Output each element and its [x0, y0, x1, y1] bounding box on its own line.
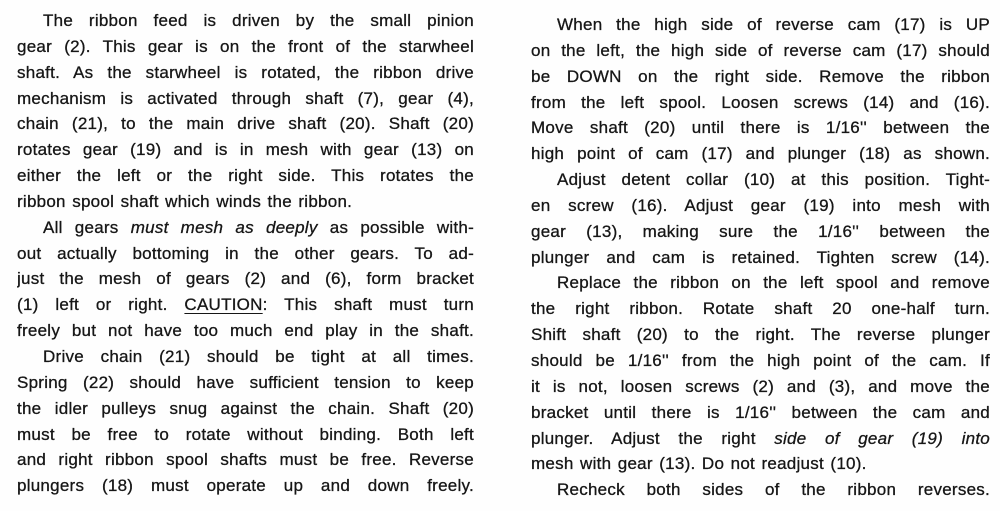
text-line — [531, 38, 990, 64]
text-segment: mechanism is activated through shaft (7), gear (4), — [17, 88, 474, 108]
text-line — [531, 322, 990, 348]
text-line — [531, 426, 990, 452]
text-line — [17, 241, 474, 267]
text-segment: chain (21), to the main drive shaft (20). Shaft (20) — [17, 114, 474, 134]
text-segment: Recheck both sides of the ribbon reverses. — [557, 480, 990, 500]
text-segment: All gears — [43, 217, 131, 237]
text-column-right — [531, 12, 990, 503]
text-segment: the idler pulleys snug against the chain. Shaft (20) — [17, 398, 474, 418]
text-segment: high point of cam (17) and plunger (18) as shown. — [531, 144, 990, 164]
text-segment: from the left spool. Loosen screws (14) and (16). — [531, 92, 990, 112]
text-line — [531, 167, 990, 193]
text-line — [531, 400, 990, 426]
text-segment: gear (13), making sure the 1/16'' between the — [531, 221, 990, 241]
text-line — [531, 374, 990, 400]
text-segment: plunger. Adjust the right — [531, 428, 775, 448]
text-segment: ribbon spool shaft which winds the ribbon. — [17, 191, 353, 211]
text-segment: gear (2). This gear is on the front of the starwheel — [17, 36, 474, 56]
text-line — [531, 348, 990, 374]
text-line — [531, 270, 990, 296]
text-segment: Shift shaft (20) to the right. The reverse plunger — [531, 325, 990, 345]
text-line — [17, 163, 474, 189]
text-line — [17, 318, 474, 344]
text-segment: it is not, loosen screws (2) and (3), and move the — [531, 376, 990, 396]
text-segment: out actually bottoming in the other gears. To ad- — [17, 243, 474, 263]
text-line — [531, 477, 990, 503]
text-line — [531, 115, 990, 141]
text-line — [17, 215, 474, 241]
text-segment: either the left or the right side. This rotates the — [17, 166, 474, 186]
text-segment: shaft. As the starwheel is rotated, the ribbon drive — [17, 62, 474, 82]
text-line — [17, 422, 474, 448]
text-segment: The ribbon feed is driven by the small pinion — [43, 11, 474, 30]
text-line — [531, 141, 990, 167]
text-segment: be DOWN on the right side. Remove the ribbon — [531, 66, 990, 86]
text-segment: rotates gear (19) and is in mesh with gear (13) on — [17, 140, 474, 160]
text-line — [531, 245, 990, 271]
text-segment: must be free to rotate without binding. Both left — [17, 424, 474, 444]
caution-label: CAUTION — [184, 295, 263, 315]
text-line — [531, 64, 990, 90]
text-segment: and right ribbon spool shafts must be free. Reverse — [17, 450, 474, 470]
text-line — [531, 296, 990, 322]
text-segment: Drive chain (21) should be tight at all times. — [43, 346, 474, 366]
text-line — [17, 137, 474, 163]
text-line — [17, 292, 474, 318]
text-segment: (1) left or right. — [17, 295, 185, 315]
text-line — [17, 473, 474, 499]
text-line — [531, 90, 990, 116]
text-segment: mesh with gear (13). Do not readjust (10). — [531, 454, 867, 474]
text-line — [531, 219, 990, 245]
text-segment: as possible with- — [317, 217, 474, 237]
text-line — [17, 396, 474, 422]
text-line — [17, 370, 474, 396]
text-line — [531, 451, 990, 477]
text-segment: When the high side of reverse cam (17) is UP — [557, 15, 990, 34]
text-line — [17, 8, 474, 34]
text-line — [17, 344, 474, 370]
text-segment: plunger and cam is retained. Tighten screw (14). — [531, 247, 990, 267]
text-segment: on the left, the high side of reverse cam (17) should — [531, 40, 990, 60]
text-line — [17, 60, 474, 86]
text-column-left — [17, 8, 474, 499]
text-segment: bracket until there is 1/16'' between the cam and — [531, 402, 990, 422]
text-line — [531, 12, 990, 38]
text-segment: Replace the ribbon on the left spool and remove — [557, 273, 990, 293]
text-segment: : This shaft must turn — [262, 295, 474, 315]
text-segment: side of gear (19) into — [774, 428, 990, 448]
text-segment: en screw (16). Adjust gear (19) into mesh with — [531, 195, 990, 215]
text-segment: just the mesh of gears (2) and (6), form bracket — [17, 269, 474, 289]
text-segment: should be 1/16'' from the high point of the cam. If — [531, 350, 990, 370]
text-segment: freely but not have too much end play in the shaft. — [17, 321, 474, 341]
text-line — [17, 111, 474, 137]
text-line — [17, 86, 474, 112]
text-segment: plungers (18) must operate up and down freely. — [17, 476, 474, 496]
text-segment: must mesh as deeply — [130, 217, 318, 237]
text-segment: the right ribbon. Rotate shaft 20 one-half turn. — [531, 299, 990, 319]
text-line — [17, 189, 474, 215]
text-segment: Move shaft (20) until there is 1/16'' between the — [531, 118, 990, 138]
text-line — [17, 266, 474, 292]
text-line — [17, 34, 474, 60]
text-segment: Adjust detent collar (10) at this position. Tight- — [557, 170, 990, 190]
text-line — [17, 447, 474, 473]
text-line — [531, 193, 990, 219]
text-segment: Spring (22) should have sufficient tension to keep — [17, 372, 474, 392]
